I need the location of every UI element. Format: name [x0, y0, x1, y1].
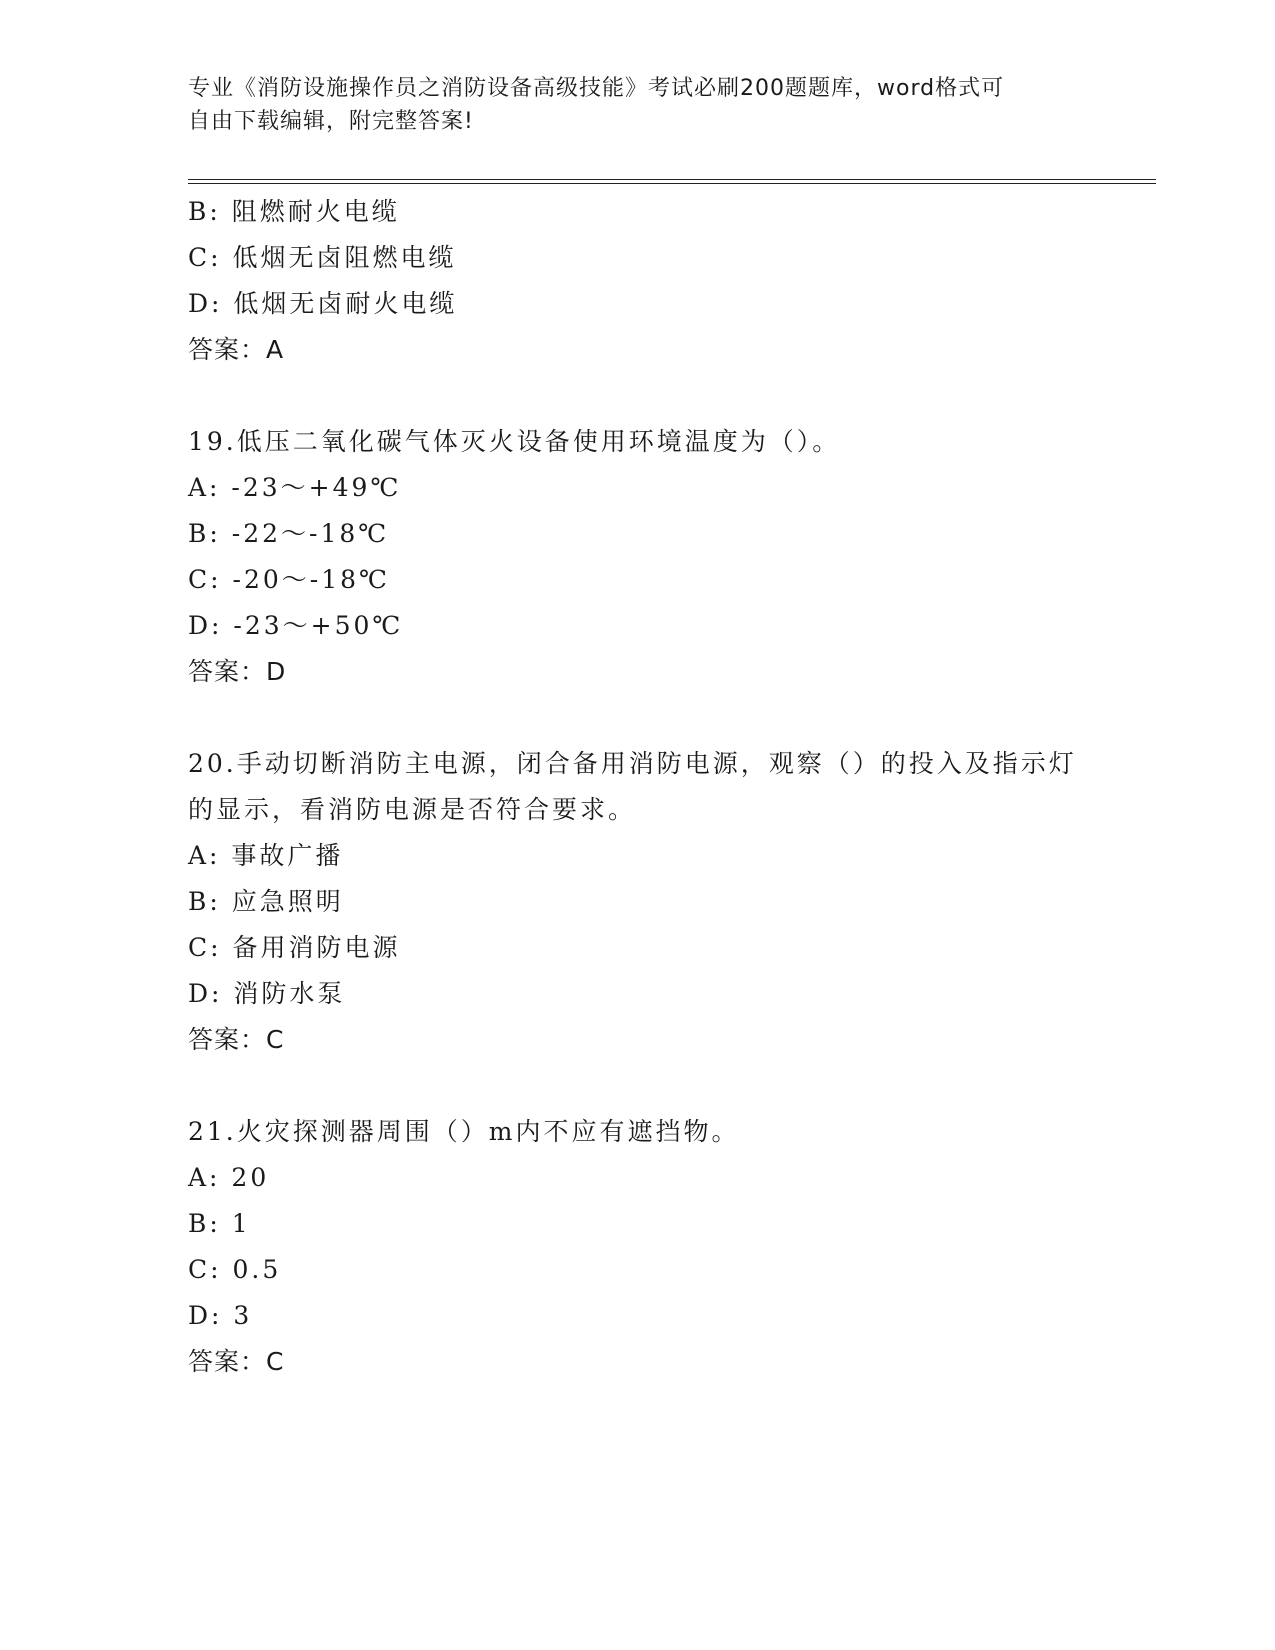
option-c: C: 低烟无卤阻燃电缆	[188, 243, 457, 272]
header-divider-top	[188, 179, 1156, 180]
question-text: 20.手动切断消防主电源，闭合备用消防电源，观察（）的投入及指示灯的显示，看消防电源是否符合要求。	[188, 749, 1077, 824]
spacer	[188, 373, 1088, 419]
question-20	[188, 741, 1088, 1063]
option-b: B: 阻燃耐火电缆	[188, 197, 400, 226]
question-19	[188, 419, 1088, 695]
option-a: A: -23～+49℃	[188, 473, 402, 502]
option-d: D: 3	[188, 1301, 253, 1330]
option-d: D: -23～+50℃	[188, 611, 404, 640]
option-c: C: 备用消防电源	[188, 933, 401, 962]
option-b: B: 1	[188, 1209, 251, 1238]
option-d: D: 消防水泵	[188, 979, 346, 1008]
spacer	[188, 1063, 1088, 1109]
spacer	[188, 695, 1088, 741]
header-title-line-1: 专业《消防设施操作员之消防设备高级技能》考试必刷200题题库，word格式可	[188, 76, 1005, 101]
header-divider-bottom	[188, 183, 1156, 184]
answer-line: 答案：C	[188, 1347, 285, 1376]
answer-line: 答案：C	[188, 1025, 285, 1054]
header-title-line-2: 自由下载编辑，附完整答案!	[188, 109, 474, 134]
question-18-continued	[188, 189, 1088, 373]
option-c: C: 0.5	[188, 1255, 282, 1284]
question-text: 21.火灾探测器周围（）m内不应有遮挡物。	[188, 1117, 740, 1146]
question-list	[188, 189, 1088, 1385]
question-21	[188, 1109, 1088, 1385]
option-d: D: 低烟无卤耐火电缆	[188, 289, 458, 318]
document-header	[188, 72, 1088, 138]
answer-line: 答案：D	[188, 657, 287, 686]
option-c: C: -20～-18℃	[188, 565, 390, 594]
option-b: B: -22～-18℃	[188, 519, 390, 548]
option-b: B: 应急照明	[188, 887, 344, 916]
question-text: 19.低压二氧化碳气体灭火设备使用环境温度为（）。	[188, 427, 841, 456]
option-a: A: 事故广播	[188, 841, 344, 870]
answer-line: 答案：A	[188, 335, 285, 364]
option-a: A: 20	[188, 1163, 270, 1192]
